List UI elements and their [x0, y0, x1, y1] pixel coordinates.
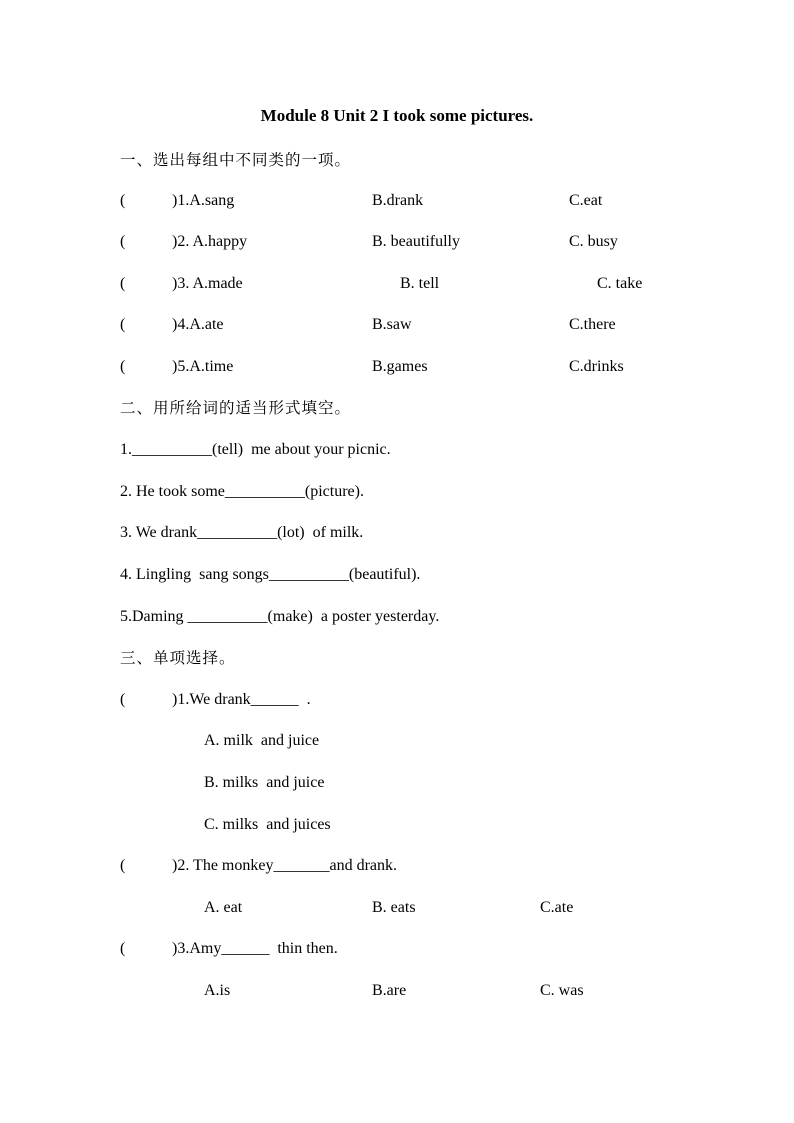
section-3-heading: 三、单项选择。 — [120, 649, 236, 667]
question-stem: )2. The monkey_______and drank. — [172, 857, 397, 874]
s2-item-4: 4. Lingling sang songs__________(beautiful). — [120, 566, 421, 583]
s3-question-1 — [120, 690, 720, 710]
option-b: B. beautifully — [372, 233, 460, 250]
answer-paren: ( — [120, 233, 126, 250]
section-2-heading: 二、用所给词的适当形式填空。 — [120, 399, 352, 417]
s3-question-2 — [120, 856, 720, 876]
option-c: C. take — [597, 275, 643, 292]
answer-paren: ( — [120, 358, 126, 375]
option-a: )1.A.sang — [172, 192, 235, 209]
question-stem: )1.We drank______ . — [172, 691, 311, 708]
option-b: B.are — [372, 982, 407, 999]
s3-q1-option-c: C. milks and juices — [204, 816, 331, 833]
option-a: A.is — [204, 982, 231, 999]
answer-paren: ( — [120, 275, 126, 292]
option-a: )5.A.time — [172, 358, 234, 375]
s2-item-5: 5.Daming __________(make) a poster yesterday. — [120, 608, 440, 625]
s2-item-3: 3. We drank__________(lot) of milk. — [120, 524, 364, 541]
answer-paren: ( — [120, 316, 126, 333]
option-a: )3. A.made — [172, 275, 243, 292]
s3-q1-option-b: B. milks and juice — [204, 774, 325, 791]
question-stem: )3.Amy______ thin then. — [172, 940, 338, 957]
page-title: Module 8 Unit 2 I took some pictures. — [260, 106, 534, 125]
s3-q2-options — [120, 898, 720, 918]
s1-item-5 — [120, 357, 720, 377]
s1-item-2 — [120, 232, 720, 252]
option-b: B.saw — [372, 316, 412, 333]
s1-item-1 — [120, 191, 720, 211]
option-b: B. eats — [372, 899, 416, 916]
option-c: C. was — [540, 982, 584, 999]
option-c: C.there — [569, 316, 616, 333]
answer-paren: ( — [120, 857, 126, 874]
answer-paren: ( — [120, 940, 126, 957]
s3-q1-option-a: A. milk and juice — [204, 732, 320, 749]
s3-q3-options — [120, 981, 720, 1001]
option-b: B.drank — [372, 192, 424, 209]
answer-paren: ( — [120, 192, 126, 209]
option-c: C.drinks — [569, 358, 624, 375]
option-c: C.eat — [569, 192, 603, 209]
option-b: B.games — [372, 358, 428, 375]
option-c: C.ate — [540, 899, 574, 916]
s2-item-1: 1.__________(tell) me about your picnic. — [120, 441, 391, 458]
s2-item-2: 2. He took some__________(picture). — [120, 483, 364, 500]
s1-item-3 — [120, 274, 720, 294]
answer-paren: ( — [120, 691, 126, 708]
option-a: )2. A.happy — [172, 233, 248, 250]
option-a: )4.A.ate — [172, 316, 224, 333]
s3-question-3 — [120, 939, 720, 959]
option-b: B. tell — [400, 275, 440, 292]
option-a: A. eat — [204, 899, 243, 916]
section-1-heading: 一、选出每组中不同类的一项。 — [120, 151, 352, 169]
s1-item-4 — [120, 315, 720, 335]
option-c: C. busy — [569, 233, 618, 250]
